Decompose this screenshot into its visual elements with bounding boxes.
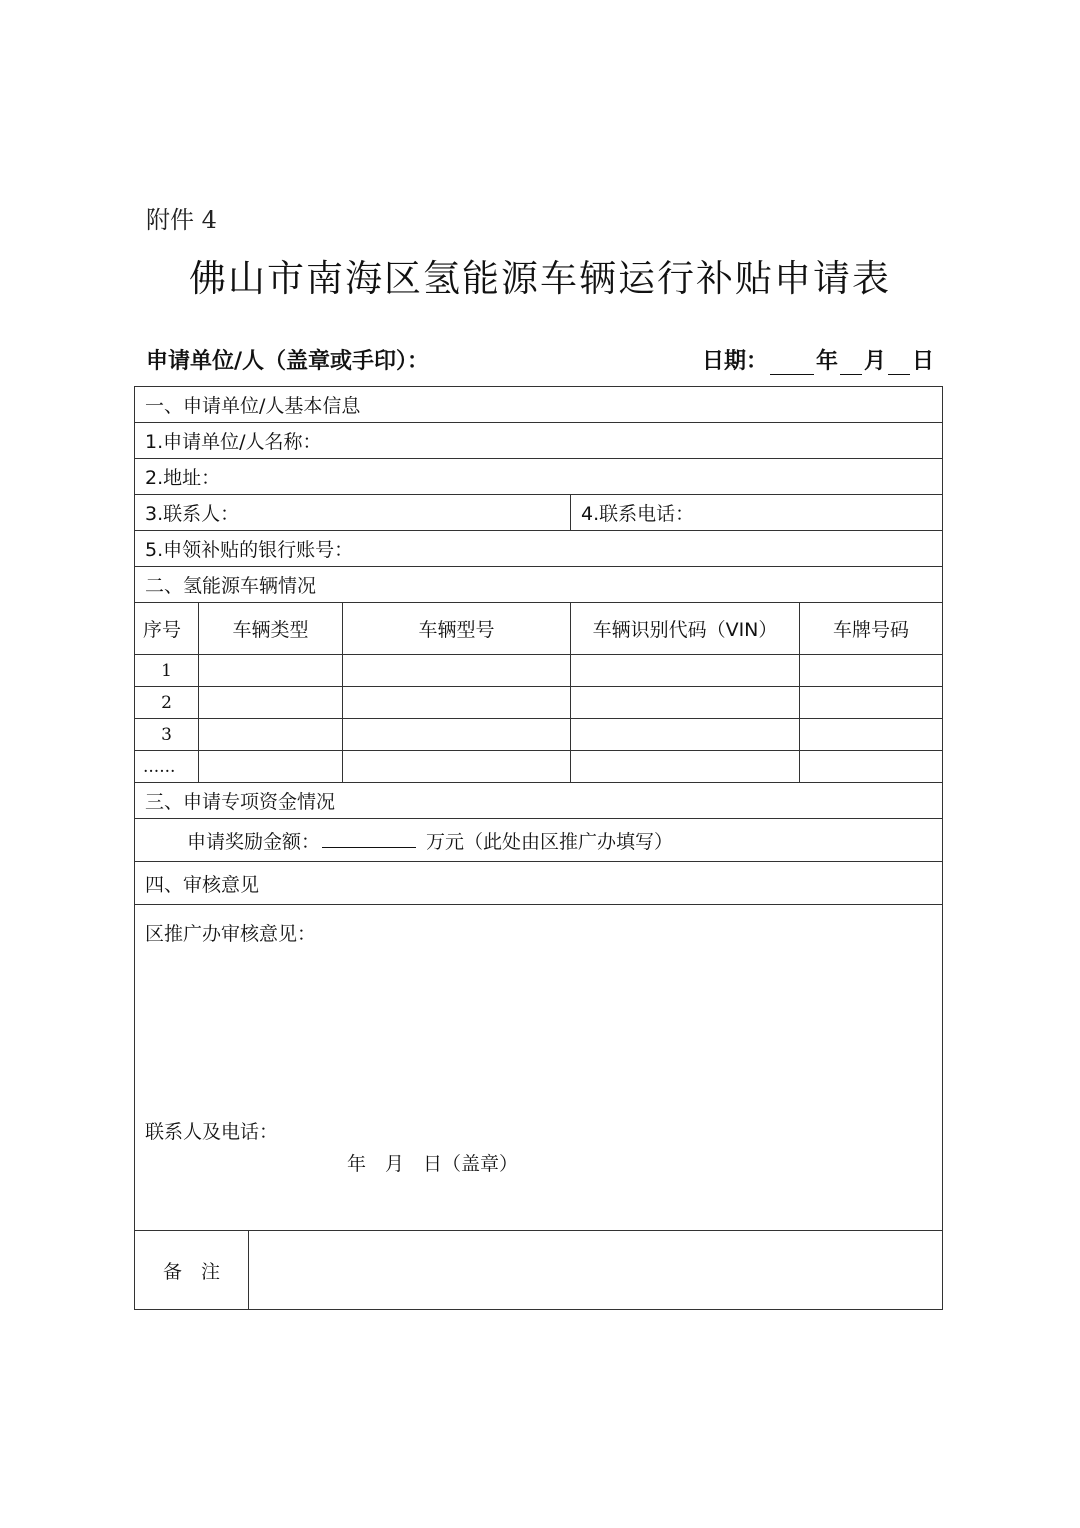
day-label: 日 — [911, 349, 934, 374]
column-header-vehicle-model: 车辆型号 — [343, 603, 571, 655]
funding-amount-label: 申请奖励金额： — [187, 830, 321, 853]
vehicle-vin-cell[interactable] — [571, 655, 800, 687]
column-header-index: 序号 — [135, 603, 199, 655]
vehicle-plate-cell[interactable] — [800, 751, 943, 783]
funding-amount-row — [135, 819, 943, 862]
address-row — [135, 459, 943, 495]
vehicle-type-cell[interactable] — [199, 655, 343, 687]
applicant-label: 申请单位/人（盖章或手印）： — [146, 349, 430, 374]
vehicle-type-cell[interactable] — [199, 751, 343, 783]
vehicle-model-cell[interactable] — [343, 719, 571, 751]
section1-title: 一、申请单位/人基本信息 — [135, 387, 943, 423]
funding-amount-suffix: 万元（此处由区推广办填写） — [426, 830, 674, 853]
vehicle-row — [135, 687, 943, 719]
vehicle-vin-cell[interactable] — [571, 687, 800, 719]
application-form-table — [134, 386, 943, 1310]
vehicle-vin-cell[interactable] — [571, 719, 800, 751]
vehicle-row — [135, 719, 943, 751]
vehicle-plate-cell[interactable] — [800, 687, 943, 719]
vehicle-row-ellipsis: ...... — [135, 751, 199, 783]
remarks-label: 备 注 — [135, 1231, 249, 1310]
form-header — [146, 344, 934, 378]
remarks-field[interactable] — [249, 1231, 943, 1310]
column-header-plate: 车牌号码 — [800, 603, 943, 655]
applicant-name-label: 1.申请单位/人名称： — [145, 431, 322, 453]
vehicle-model-cell[interactable] — [343, 751, 571, 783]
year-blank[interactable] — [770, 352, 814, 375]
applicant-name-field[interactable] — [135, 423, 943, 459]
contact-phone-label: 4.联系电话： — [581, 503, 695, 525]
month-label: 月 — [863, 349, 886, 374]
vehicle-type-cell[interactable] — [199, 719, 343, 751]
vehicle-type-cell[interactable] — [199, 687, 343, 719]
column-header-vin: 车辆识别代码（VIN） — [571, 603, 800, 655]
address-label: 2.地址： — [145, 467, 221, 489]
vehicle-table-header — [135, 603, 943, 655]
vehicle-row-index: 3 — [135, 719, 199, 751]
review-opinion-row — [135, 905, 943, 1231]
month-blank[interactable] — [840, 352, 862, 375]
contact-person-field[interactable] — [135, 495, 571, 531]
review-date-seal: 年 月 日（盖章） — [347, 1153, 519, 1175]
section4-title: 四、审核意见 — [135, 862, 943, 905]
review-contact-label: 联系人及电话： — [145, 1121, 279, 1143]
contact-row — [135, 495, 943, 531]
vehicle-row-index: 1 — [135, 655, 199, 687]
vehicle-row — [135, 655, 943, 687]
date-label: 日期： — [701, 349, 768, 374]
section3-header-row — [135, 783, 943, 819]
bank-account-field[interactable] — [135, 531, 943, 567]
vehicle-model-cell[interactable] — [343, 687, 571, 719]
vehicle-model-cell[interactable] — [343, 655, 571, 687]
form-title: 佛山市南海区氢能源车辆运行补贴申请表 — [189, 257, 891, 300]
vehicle-vin-cell[interactable] — [571, 751, 800, 783]
vehicle-plate-cell[interactable] — [800, 719, 943, 751]
vehicle-row — [135, 751, 943, 783]
vehicle-plate-cell[interactable] — [800, 655, 943, 687]
bank-account-label: 5.申领补贴的银行账号： — [145, 539, 354, 561]
vehicle-row-index: 2 — [135, 687, 199, 719]
applicant-name-row — [135, 423, 943, 459]
address-field[interactable] — [135, 459, 943, 495]
review-opinion-label: 区推广办审核意见： — [145, 923, 317, 945]
review-opinion-cell[interactable] — [135, 905, 943, 1231]
year-label: 年 — [815, 349, 838, 374]
section2-header-row — [135, 567, 943, 603]
section4-header-row — [135, 862, 943, 905]
day-blank[interactable] — [888, 352, 910, 375]
section1-header-row — [135, 387, 943, 423]
funding-amount-field — [135, 819, 943, 862]
funding-amount-blank[interactable] — [322, 829, 416, 848]
date-field — [702, 344, 934, 375]
remarks-row — [135, 1231, 943, 1310]
attachment-label: 附件 4 — [146, 206, 217, 234]
section3-title: 三、申请专项资金情况 — [135, 783, 943, 819]
contact-person-label: 3.联系人： — [145, 503, 240, 525]
contact-phone-field[interactable] — [571, 495, 943, 531]
section2-title: 二、氢能源车辆情况 — [135, 567, 943, 603]
column-header-vehicle-type: 车辆类型 — [199, 603, 343, 655]
bank-account-row — [135, 531, 943, 567]
